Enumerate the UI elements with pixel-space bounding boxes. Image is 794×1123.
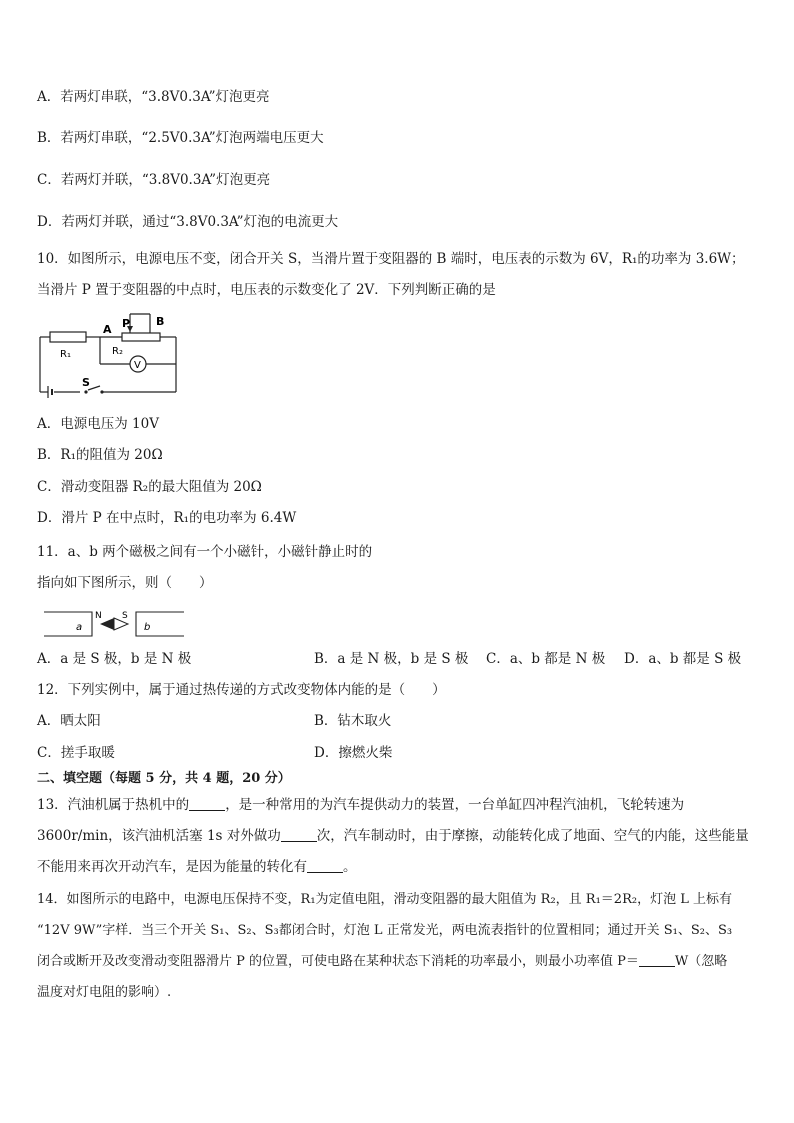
q9-option-c: C．若两灯并联，“3.8V0.3A”灯泡更亮: [37, 172, 271, 188]
q14-line4: 温度对灯电阻的影响）.: [37, 985, 172, 1000]
q9-option-d: D．若两灯并联，通过“3.8V0.3A”灯泡的电流更大: [37, 214, 339, 230]
label-a: A: [103, 323, 112, 336]
q10-option-a: A．电源电压为 10V: [37, 416, 159, 432]
q10-option-c: C．滑动变阻器 R₂的最大阻值为 20Ω: [37, 479, 262, 495]
q10-option-b: B．R₁的阻值为 20Ω: [37, 447, 163, 463]
q13-text: 3600r/min，该汽油机活塞 1s 对外做功: [37, 828, 281, 844]
q13-text: 次，汽车制动时，由于摩擦，动能转化成了地面、空气的内能，这些能量: [316, 828, 749, 844]
q11-option-c: C．a、b 都是 N 极: [486, 651, 606, 667]
q14-line2: “12V 9W”字样．当三个开关 S₁、S₂、S₃都闭合时，灯泡 L 正常发光，两电流表指针的位置相同；通过开关 S₁、S₂、S₃: [37, 923, 733, 938]
q11-option-d: D．a、b 都是 S 极: [624, 651, 742, 667]
label-b: b: [144, 622, 151, 633]
q10-stem-line1: 10．如图所示，电源电压不变，闭合开关 S，当滑片置于变阻器的 B 端时，电压表的示数为 6V，R₁的功率为 3.6W；: [37, 251, 745, 267]
q11-stem-line1: 11．a、b 两个磁极之间有一个小磁针，小磁针静止时的: [37, 544, 373, 560]
q9-option-a: A．若两灯串联，“3.8V0.3A”灯泡更亮: [37, 89, 270, 105]
q13-text: 13．汽油机属于热机中的: [37, 797, 190, 813]
q13-text: ，是一种常用的为汽车提供动力的装置，一台单缸四冲程汽油机，飞轮转速为: [225, 797, 685, 813]
q10-stem-line2: 当滑片 P 置于变阻器的中点时，电压表的示数变化了 2V．下列判断正确的是: [37, 282, 496, 298]
switch-contact: [100, 390, 103, 393]
label-r1: R₁: [60, 349, 71, 360]
q14-text: W（忽略: [674, 954, 728, 969]
q13-line2: [37, 826, 749, 846]
q11-option-b: B．a 是 N 极，b 是 S 极: [314, 651, 469, 667]
needle-north-half: [100, 618, 114, 630]
answer-blank[interactable]: [639, 952, 675, 967]
q11-stem-line2: 指向如下图所示，则（ ）: [37, 575, 213, 591]
label-s: S: [82, 376, 90, 389]
q10-circuit-diagram: [30, 304, 190, 406]
q13-text: 。: [343, 859, 357, 875]
q14-text: 闭合或断开及改变滑动变阻器滑片 P 的位置，可使电路在某种状态下消耗的功率最小，则最小功率值 P＝: [37, 954, 639, 969]
q12-option-a: A．晒太阳: [37, 713, 101, 729]
magnet-a: [44, 612, 92, 636]
q12-stem: 12．下列实例中，属于通过热传递的方式改变物体内能的是（ ）: [37, 682, 446, 698]
q12-option-d: D．擦燃火柴: [314, 745, 393, 761]
q11-magnet-figure: [40, 606, 190, 640]
q14-line3: [37, 952, 727, 972]
q12-option-b: B．钻木取火: [314, 713, 392, 729]
resistor-r2: [122, 333, 160, 341]
label-s: S: [122, 611, 128, 621]
q13-line3: [37, 857, 357, 877]
resistor-r1: [50, 332, 86, 342]
q14-line1: 14．如图所示的电路中，电源电压保持不变，R₁为定值电阻，滑动变阻器的最大阻值为 R₂，且 R₁＝2R₂，灯泡 L 上标有: [37, 892, 732, 907]
label-r2: R₂: [112, 346, 123, 357]
label-n: N: [95, 611, 102, 621]
answer-blank[interactable]: [281, 827, 317, 842]
q11-option-a: A．a 是 S 极，b 是 N 极: [37, 651, 192, 667]
q13-text: 不能用来再次开动汽车，是因为能量的转化有: [37, 859, 307, 875]
label-p: P: [122, 317, 131, 330]
label-b: B: [156, 315, 165, 328]
label-v: V: [134, 360, 141, 371]
section-title: 二、填空题（每题 5 分，共 4 题，20 分）: [37, 771, 291, 786]
answer-blank[interactable]: [189, 796, 225, 811]
answer-blank[interactable]: [307, 858, 343, 873]
q10-option-d: D．滑片 P 在中点时，R₁的电功率为 6.4W: [37, 510, 297, 526]
q12-option-c: C．搓手取暖: [37, 745, 115, 761]
q13-line1: [37, 795, 684, 815]
label-a: a: [76, 622, 83, 633]
q9-option-b: B．若两灯串联，“2.5V0.3A”灯泡两端电压更大: [37, 130, 324, 146]
switch-contact: [84, 390, 87, 393]
